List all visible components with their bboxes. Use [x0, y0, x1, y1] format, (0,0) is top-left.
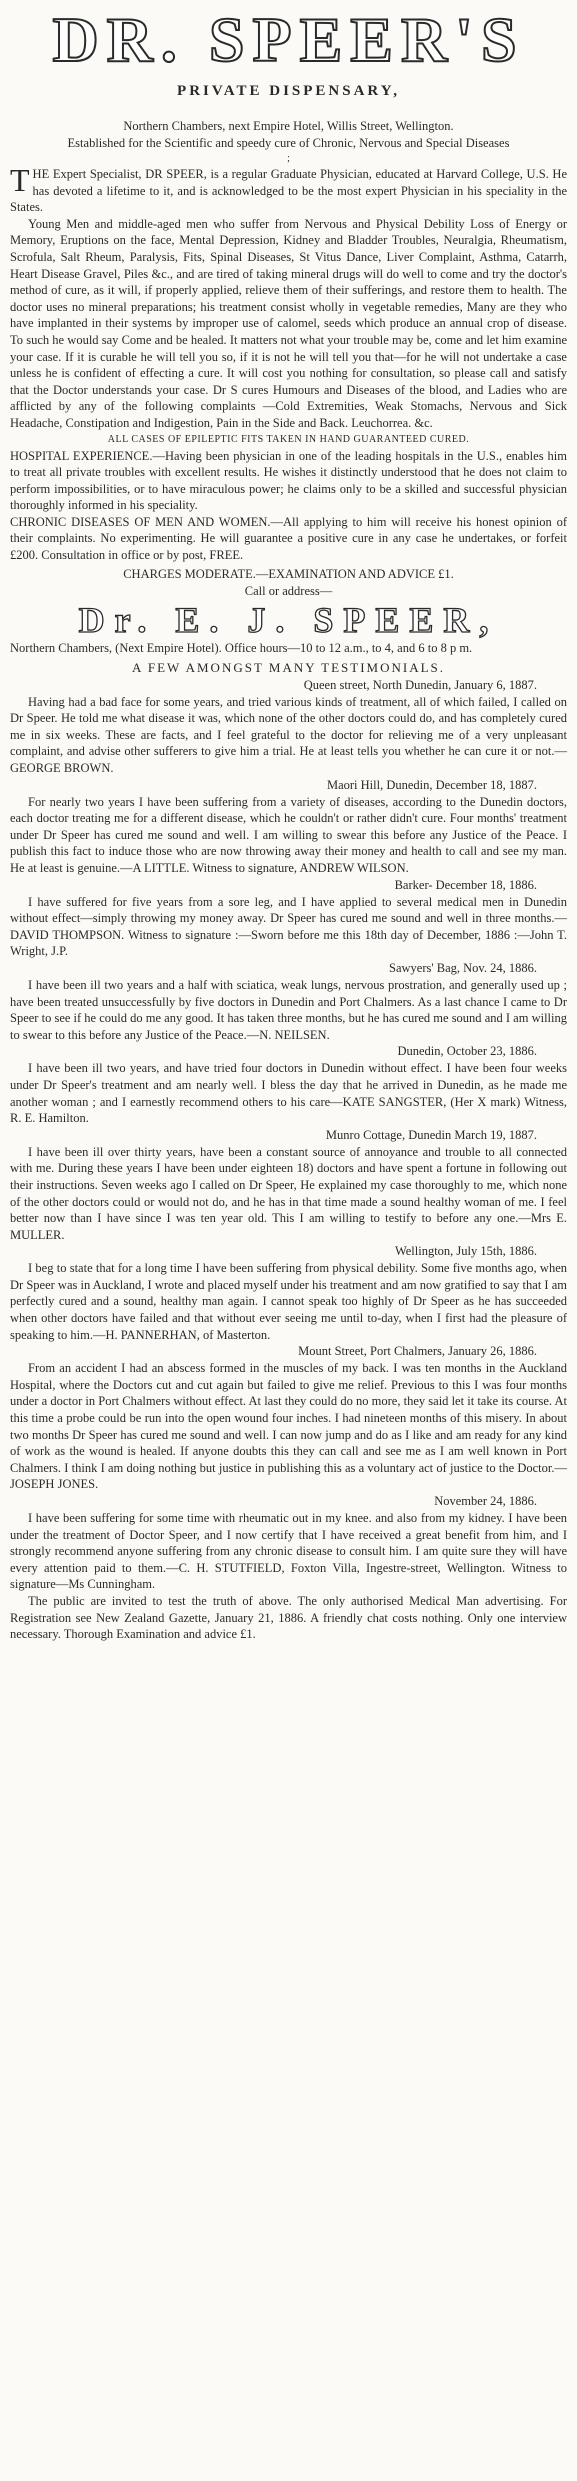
testimonial	[10, 960, 567, 1043]
office-hours: Northern Chambers, (Next Empire Hotel). Office hours—10 to 12 a.m., to 4, and 6 to 8 p m.	[10, 640, 473, 655]
subhead: PRIVATE DISPENSARY,	[177, 83, 400, 99]
testimonial	[10, 777, 567, 877]
testimonial-dateline: Sawyers' Bag, Nov. 24, 1886.	[389, 960, 537, 975]
epileptic-notice: ALL CASES OF EPILEPTIC FITS TAKEN IN HAND GUARANTEED CURED.	[107, 433, 470, 445]
separator: ;	[287, 153, 290, 164]
testimonial	[10, 677, 567, 777]
testimonial-text: From an accident I had an abscess formed in the muscles of my back. I was ten months in the Auckland Hospital, where the Doctors cut and cut again but failed to give me relief. Previous to this I was four months under a doctor in Port Chalmers without effect. At last they could do no more, they said let it take its course. At this time a probe could be run into the open wound four inches. I had nineteen months of this misery. In about two months Dr Speer has cured me sound and well. I can now jump and do as I like and am ready for any kind of work as the wound is healed. If anyone doubts this they can call and see me as I am well known in Port Chalmers. I think I am doing nothing but justice in publishing this as a voluntary act of justice to the Doctor.—JOSEPH JONES.	[10, 1361, 567, 1492]
testimonial	[10, 877, 567, 960]
young-men-paragraph: Young Men and middle-aged men who suffer from Nervous and Physical Debility Loss of Energy or Memory, Eruptions on the face, Mental Depression, Kidney and Bladder Troubles, Neuralgia, Rheumatism, Scrofula, Salt Rheum, Paralysis, Fits, Spinal Diseases, St Vitus Dance, Liver Complaint, Asthma, Catarrh, Heart Disease Gravel, Piles &c., and are tired of taking mineral drugs will do well to come and try the doctor's method of cure, as it will, if properly applied, relieve them of their sufferings, and restore them to health. The doctor uses no mineral preparations; his treatment consist wholly in vegetable remedies, Many are they who have implanted in their systems by improper use of calomel, seeds which produce an annual crop of disease. To such he would say Come and be healed. It matters not what your trouble may be, come and let him examine your case. If it is curable he will tell you so, if it is not he will tell you that—for he will not undertake a case unless he is confident of effecting a cure. It will cost you nothing for consultation, so please call and satisfy that the Doctor understands your case. Dr S cures Humours and Diseases of the blood, and Ladies who are afflicted by any of the following complaints —Cold Extremities, Weak Stomachs, Nervous and Sick Headache, Constipation and Indigestion, Pain in the Side and Back. Leuchorrea. &c.	[10, 216, 567, 430]
address-line: Northern Chambers, next Empire Hotel, Willis Street, Wellington.	[123, 119, 454, 133]
testimonial	[10, 1043, 567, 1126]
established-line: Established for the Scientific and speedy cure of Chronic, Nervous and Special Diseases	[67, 136, 510, 150]
testimonial-text: I have been suffering for some time with rheumatic out in my knee. and also from my kidney. I have been under the treatment of Doctor Speer, and I now certify that I have received a great benefit from him, and I strongly recommend anyone suffering from any chronic disease to consult him. I am quite sure they will have every attention paid to them.—C. H. STUTFIELD, Foxton Villa, Ingestre-street, Wellington. Witness to signature—Ms Cunningham.	[10, 1511, 567, 1592]
testimonial-text: I beg to state that for a long time I have been suffering from physical debility. Some five months ago, when Dr Speer was in Auckland, I wrote and placed myself under his treatment and am now gratified to say that I am perfectly cured and a sound, healthy man again. I cannot speak too highly of Dr Speer as he has succeeded when other doctors have failed and that without ever seeing me until to-day, when I first had the pleasure of speaking to him.—H. PANNERHAN, of Masterton.	[10, 1261, 567, 1342]
testimonial-dateline: Munro Cottage, Dunedin March 19, 1887.	[325, 1127, 537, 1142]
hospital-paragraph: HOSPITAL EXPERIENCE.—Having been physician in one of the leading hospitals in the U.S., enables him to treat all private troubles with excellent results. He wishes it distinctly understood that he does not claim to perform impossibilities, or to have miraculous power; he claims only to be a skilled and successful physician thoroughly informed in his speciality.	[10, 448, 567, 513]
testimonial-dateline: Maori Hill, Dunedin, December 18, 1887.	[326, 777, 537, 792]
testimonial-text: I have suffered for five years from a sore leg, and I have applied to several medical men in Dunedin without effect—simply throwing my money away. Dr Speer has cured me sound and well in three months.—DAVID THOMPSON. Witness to signature :—Sworn before me this 18th day of December, 1886 :—John T. Wright, J.P.	[10, 894, 567, 959]
testimonial	[10, 1493, 567, 1593]
charges-line: CHARGES MODERATE.—EXAMINATION AND ADVICE £1.	[123, 566, 454, 581]
chronic-paragraph: CHRONIC DISEASES OF MEN AND WOMEN.—All applying to him will receive his honest opinion of their complaints. No experimenting. He will guarantee a positive cure in any case he undertakes, or forfeit £200. Consultation in office or by post, FREE.	[10, 514, 567, 563]
advertisement	[0, 2, 577, 1643]
closing-paragraph: The public are invited to test the truth of above. The only authorised Medical Man advertising. For Registration see New Zealand Gazette, January 21, 1886. A friendly chat costs nothing. Only one interview necessary. Thorough Examination and advice £1.	[10, 1593, 567, 1642]
masthead: DR. SPEER'S	[52, 4, 525, 75]
testimonial-text: For nearly two years I have been suffering from a variety of diseases, according to the Dunedin doctors, each doctor treating me for a different disease, which he couldn't or rather didn't cure. Four months' treatment under Dr Speer has cured me sound and well. I am willing to swear this before any Justice of the Peace. I publish this fact to induce those who are now throwing away their money and health to call and see my man. He at least is genuine.—A LITTLE. Witness to signature, ANDREW WILSON.	[10, 794, 567, 875]
testimonial	[10, 1127, 567, 1244]
intro-paragraph: THE Expert Specialist, DR SPEER, is a regular Graduate Physician, educated at Harvard College, U.S. He has devoted a lifetime to it, and is acknowledged to be the most expert Physician in his speciality in the States.	[10, 162, 567, 215]
testimonial-dateline: Wellington, July 15th, 1886.	[394, 1244, 537, 1259]
call-or-address: Call or address—	[244, 583, 333, 598]
testimonial-dateline: Barker- December 18, 1886.	[394, 877, 537, 892]
testimonial-text: I have been ill two years, and have tried four doctors in Dunedin without effect. I have been four weeks under Dr Speer's treatment and am nearly well. I bless the day that he arrived in Dunedin, as he made me another woman ; and I earnestly recommend others to his care—KATE SANGSTER, (Her X mark) Witness, R. E. Hamilton.	[10, 1061, 567, 1126]
doctor-name: Dr. E. J. SPEER,	[78, 599, 499, 640]
testimonial-text: I have been ill over thirty years, have been a constant source of annoyance and trouble to all connected with me. During these years I have been under eighteen 18) doctors and have spent a fortune in following out their instructions. Seven weeks ago I called on Dr Speer, He explained my case thoroughly to me, which none of the other doctors could or would not do, and he has in that time made a sound healthy woman of me. I feel better now than I have since I was ten year old. This I am willing to testify to before any one.—Mrs E. MULLER.	[10, 1144, 567, 1242]
testimonials-heading: A FEW AMONGST MANY TESTIMONIALS.	[131, 659, 446, 675]
testimonial-text: Having had a bad face for some years, and tried various kinds of treatment, all of which failed, I called on Dr Speer. He told me what disease it was, which none of the other doctors could do, and has completely cured me in six weeks. These are facts, and I feel grateful to the doctor for relieving me of a very unpleasant complaint, and advise other sufferers to give him a trial. He at least tells you whether he can cure it or not.—GEORGE BROWN.	[10, 694, 567, 776]
testimonial	[10, 1243, 567, 1343]
testimonial-dateline: Dunedin, October 23, 1886.	[397, 1044, 537, 1059]
testimonial	[10, 1343, 567, 1493]
testimonial-dateline: Mount Street, Port Chalmers, January 26, 1886.	[298, 1344, 537, 1359]
testimonial-dateline: November 24, 1886.	[434, 1494, 537, 1508]
testimonial-text: I have been ill two years and a half with sciatica, weak lungs, nervous prostration, and generally used up ; have been treated unsuccessfully by five doctors in Dunedin and Port Chalmers. As a last chance I came to Dr Speer to see if he could do me any good. It has taken three months, but he has cured me sound and I am willing to swear to this before any Justice of the Peace.—N. NEILSEN.	[10, 977, 567, 1042]
testimonial-dateline: Queen street, North Dunedin, January 6, 1887.	[303, 677, 537, 692]
